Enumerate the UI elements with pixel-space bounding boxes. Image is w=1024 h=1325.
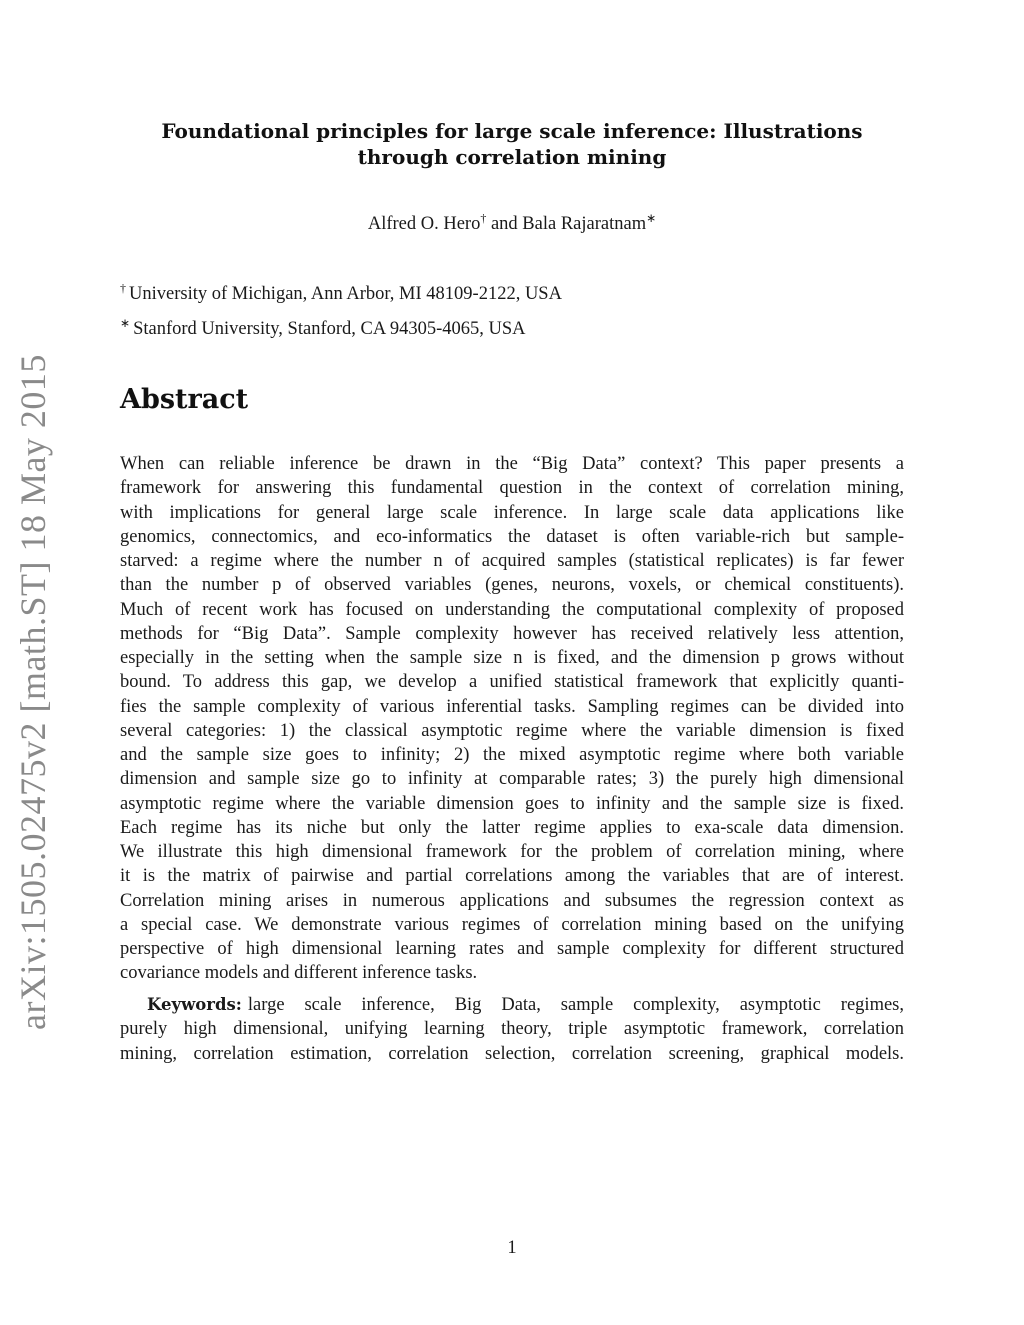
- abstract-line: Each regime has its niche but only the latter regime applies to exa-scale data dimension.: [120, 817, 904, 838]
- abstract-line: bound. To address this gap, we develop a unified statistical framework that explicitly quanti-: [120, 672, 904, 693]
- keywords-label: Keywords:: [147, 995, 242, 1014]
- affiliation-mark: ∗: [646, 211, 657, 225]
- abstract-line: We illustrate this high dimensional framework for the problem of correlation mining, where: [120, 842, 904, 862]
- author-name: Bala Rajaratnam: [522, 214, 647, 235]
- abstract-line: starved: a regime where the number n of acquired samples (statistical replicates) is far fewer: [120, 551, 904, 571]
- affiliation-text: University of Michigan, Ann Arbor, MI 48109-2122, USA: [129, 284, 562, 305]
- abstract-line: methods for “Big Data”. Sample complexity however has received relatively less attention,: [120, 623, 904, 644]
- affiliation-mark: †: [480, 211, 487, 225]
- keywords-line: [120, 993, 904, 1017]
- abstract-heading: Abstract: [120, 384, 249, 415]
- abstract-line: several categories: 1) the classical asymptotic regime where the variable dimension is fixed: [120, 720, 904, 741]
- title-line: through correlation mining: [357, 145, 667, 169]
- affiliation-mark: ∗: [120, 316, 131, 330]
- abstract-line: framework for answering this fundamental question in the context of correlation mining,: [120, 478, 904, 499]
- keywords-line: purely high dimensional, unifying learning theory, triple asymptotic framework, correlation: [120, 1019, 904, 1040]
- abstract-line: than the number p of observed variables (genes, neurons, voxels, or chemical constituents).: [120, 575, 904, 596]
- keywords-line: mining, correlation estimation, correlation selection, correlation screening, graphical models.: [120, 1043, 904, 1064]
- page-number: 1: [507, 1238, 517, 1258]
- keywords-text: large scale inference, Big Data, sample complexity, asymptotic regimes,: [247, 995, 904, 1015]
- abstract-line: dimension and sample size go to infinity at comparable rates; 3) the purely high dimensional: [120, 769, 904, 790]
- affiliation-text: Stanford University, Stanford, CA 94305-4065, USA: [133, 319, 526, 340]
- affiliation-stanford: [120, 316, 525, 340]
- abstract-line: and the sample size goes to infinity; 2) the mixed asymptotic regime where both variable: [120, 745, 904, 765]
- abstract-body: [120, 452, 904, 986]
- arxiv-identifier-stamp: arXiv:1505.02475v2 [math.ST] 18 May 2015: [13, 354, 53, 1030]
- author-list: [120, 211, 904, 235]
- title-line: Foundational principles for large scale inference: Illustrations: [161, 119, 863, 143]
- author-name: Alfred O. Hero: [367, 214, 481, 235]
- affiliation-michigan: [120, 281, 562, 305]
- abstract-line: Correlation mining arises in numerous applications and subsumes the regression context as: [120, 890, 904, 911]
- abstract-line: genomics, connectomics, and eco-informatics the dataset is often variable-rich but sample-: [120, 526, 904, 547]
- abstract-line: with implications for general large scale inference. In large scale data applications like: [120, 502, 904, 523]
- abstract-line: covariance models and different inference tasks.: [120, 963, 478, 984]
- abstract-line: asymptotic regime where the variable dimension goes to infinity and the sample size is fixed.: [120, 793, 904, 814]
- abstract-line: especially in the setting when the sample size n is fixed, and the dimension p grows without: [120, 648, 904, 668]
- abstract-line: a special case. We demonstrate various regimes of correlation mining based on the unifying: [120, 914, 904, 935]
- abstract-line: fies the sample complexity of various inferential tasks. Sampling regimes can be divided into: [120, 696, 904, 717]
- abstract-line: perspective of high dimensional learning rates and sample complexity for different structured: [120, 939, 904, 959]
- abstract-line: When can reliable inference be drawn in the “Big Data” context? This paper presents a: [120, 454, 904, 474]
- abstract-line: Much of recent work has focused on understanding the computational complexity of proposed: [120, 599, 904, 620]
- abstract-line: it is the matrix of pairwise and partial correlations among the variables that are of interest.: [120, 866, 904, 887]
- keywords-paragraph: [120, 993, 904, 1066]
- paper-title: [120, 118, 904, 170]
- author-connector: and: [486, 214, 523, 235]
- affiliation-mark: †: [120, 281, 126, 295]
